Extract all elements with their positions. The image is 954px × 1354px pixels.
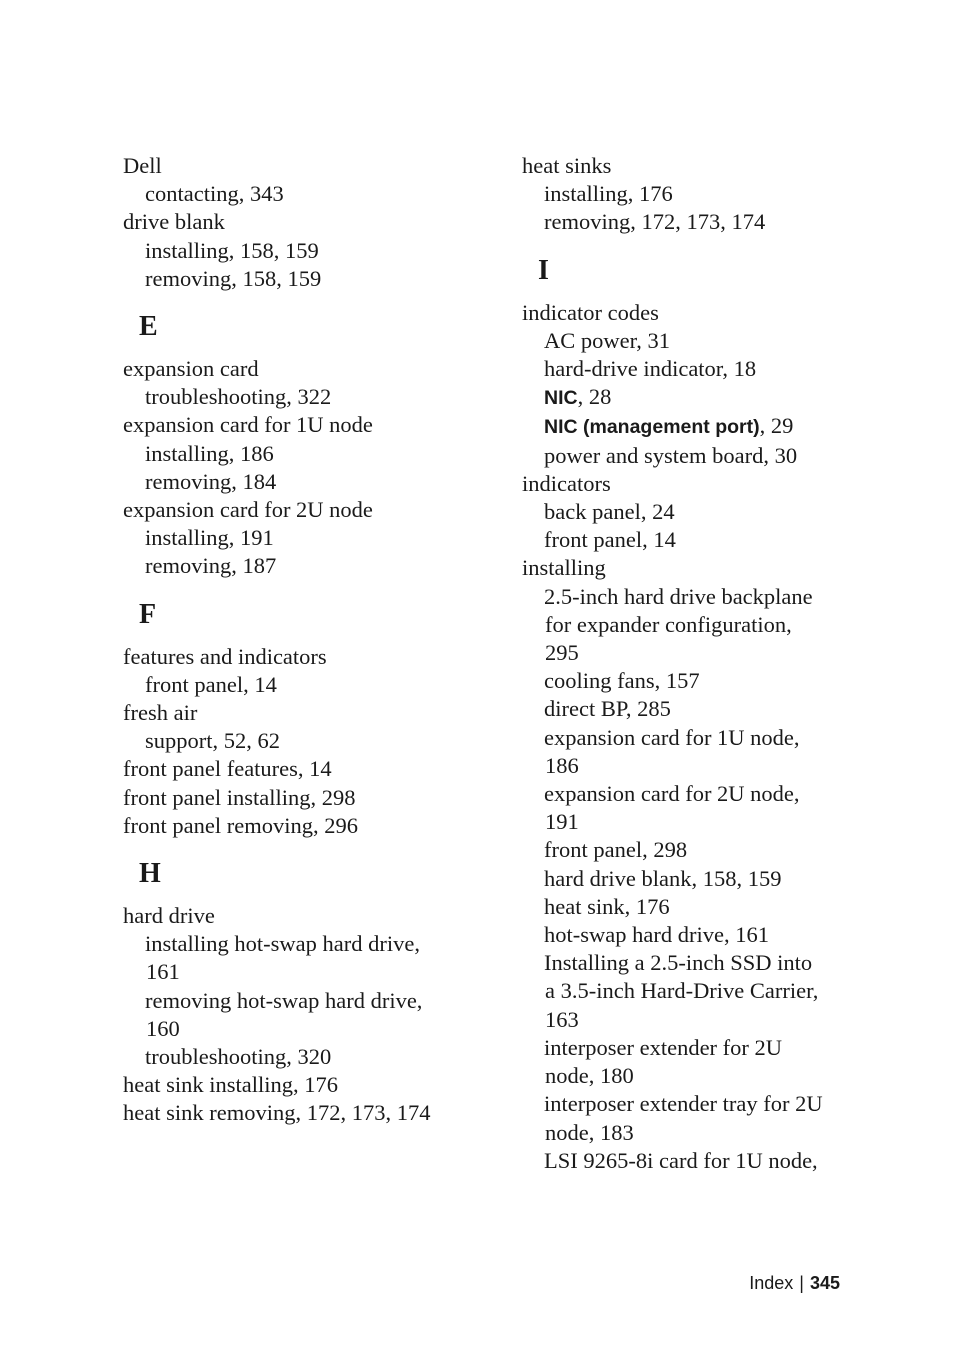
index-entry: expansion card [123, 356, 259, 382]
index-entry-continuation: node, 183 [545, 1119, 634, 1145]
index-entry: features and indicators [123, 643, 327, 669]
index-subentry: contacting, 343 [145, 181, 284, 207]
section-letter-heading: H [139, 858, 161, 890]
index-entry-continuation: 186 [545, 752, 579, 778]
footer-section-label: Index [749, 1273, 794, 1293]
index-subentry: AC power, 31 [544, 327, 670, 353]
index-term-emphasis: NIC (management port) [544, 416, 760, 439]
index-entry: heat sink removing, 172, 173, 174 [123, 1100, 431, 1126]
index-subentry: troubleshooting, 320 [145, 1044, 332, 1070]
index-subentry: troubleshooting, 322 [145, 384, 332, 410]
index-subentry: hard drive blank, 158, 159 [544, 865, 782, 891]
index-subentry: LSI 9265-8i card for 1U node, [544, 1147, 818, 1173]
index-subentry: 2.5-inch hard drive backplane [544, 583, 813, 609]
index-entry-continuation: 160 [146, 1015, 180, 1041]
index-term-emphasis: NIC [544, 387, 578, 410]
index-entry: indicators [522, 470, 611, 496]
index-entry-continuation: 161 [146, 959, 180, 985]
index-entry: heat sinks [522, 153, 612, 178]
index-page-refs: , 28 [577, 384, 612, 410]
index-entry-continuation: 163 [545, 1006, 579, 1032]
index-subentry: expansion card for 1U node, [544, 724, 800, 750]
index-entry: installing [522, 555, 606, 581]
index-subentry: hard-drive indicator, 18 [544, 356, 757, 382]
page-footer [749, 1273, 840, 1294]
index-subentry: installing, 191 [145, 525, 274, 551]
index-column-left [123, 152, 483, 1128]
index-entry: hard drive [123, 903, 215, 929]
index-subentry: cooling fans, 157 [544, 668, 700, 694]
index-subentry: front panel, 14 [544, 527, 676, 553]
index-subentry: removing, 187 [145, 553, 277, 579]
index-entry: front panel installing, 298 [123, 784, 356, 810]
index-subentry: back panel, 24 [544, 499, 675, 525]
index-entry: expansion card for 2U node [123, 497, 373, 523]
index-subentry: front panel, 14 [145, 671, 277, 697]
index-subentry: removing hot-swap hard drive, [145, 987, 423, 1013]
index-subentry: heat sink, 176 [544, 893, 670, 919]
index-subentry: removing, 158, 159 [145, 265, 322, 291]
index-subentry: support, 52, 62 [145, 728, 280, 754]
index-subentry: Installing a 2.5-inch SSD into [544, 950, 813, 976]
index-subentry: interposer extender for 2U [544, 1034, 783, 1060]
index-subentry: installing, 158, 159 [145, 237, 319, 263]
index-subentry: removing, 184 [145, 468, 277, 494]
index-subentry: front panel, 298 [544, 837, 688, 863]
index-subentry: direct BP, 285 [544, 696, 671, 722]
index-entry: front panel features, 14 [123, 756, 332, 782]
index-subentry: power and system board, 30 [544, 442, 798, 468]
index-subentry: hot-swap hard drive, 161 [544, 922, 769, 948]
page-number: 345 [809, 1273, 840, 1293]
index-subentry: installing, 176 [544, 181, 673, 207]
index-entry-continuation: 295 [545, 640, 579, 666]
index-page-refs: , 29 [759, 413, 794, 439]
index-entry-continuation: node, 180 [545, 1063, 634, 1089]
index-entry-continuation: for expander configuration, [545, 611, 792, 637]
index-subentry: interposer extender tray for 2U [544, 1091, 823, 1117]
index-entry: expansion card for 1U node [123, 412, 373, 438]
index-entry: Dell [123, 153, 162, 178]
index-subentry: expansion card for 2U node, [544, 781, 800, 807]
index-entry-continuation: 191 [545, 809, 579, 835]
section-letter-heading: F [139, 598, 157, 630]
index-subentry: removing, 172, 173, 174 [544, 209, 766, 235]
index-entry: heat sink installing, 176 [123, 1072, 338, 1098]
footer-separator: | [799, 1273, 804, 1293]
index-entry-continuation: a 3.5-inch Hard-Drive Carrier, [545, 978, 819, 1004]
index-entry: drive blank [123, 209, 225, 235]
index-subentry: installing, 186 [145, 440, 274, 466]
index-column-right [522, 152, 852, 1175]
index-subentry [522, 412, 852, 441]
index-entry: fresh air [123, 700, 198, 726]
section-letter-heading: E [139, 311, 158, 343]
index-subentry: installing hot-swap hard drive, [145, 931, 420, 957]
index-entry: indicator codes [522, 299, 659, 325]
section-letter-heading: I [538, 254, 549, 286]
index-subentry [522, 383, 852, 412]
index-entry: front panel removing, 296 [123, 812, 358, 838]
